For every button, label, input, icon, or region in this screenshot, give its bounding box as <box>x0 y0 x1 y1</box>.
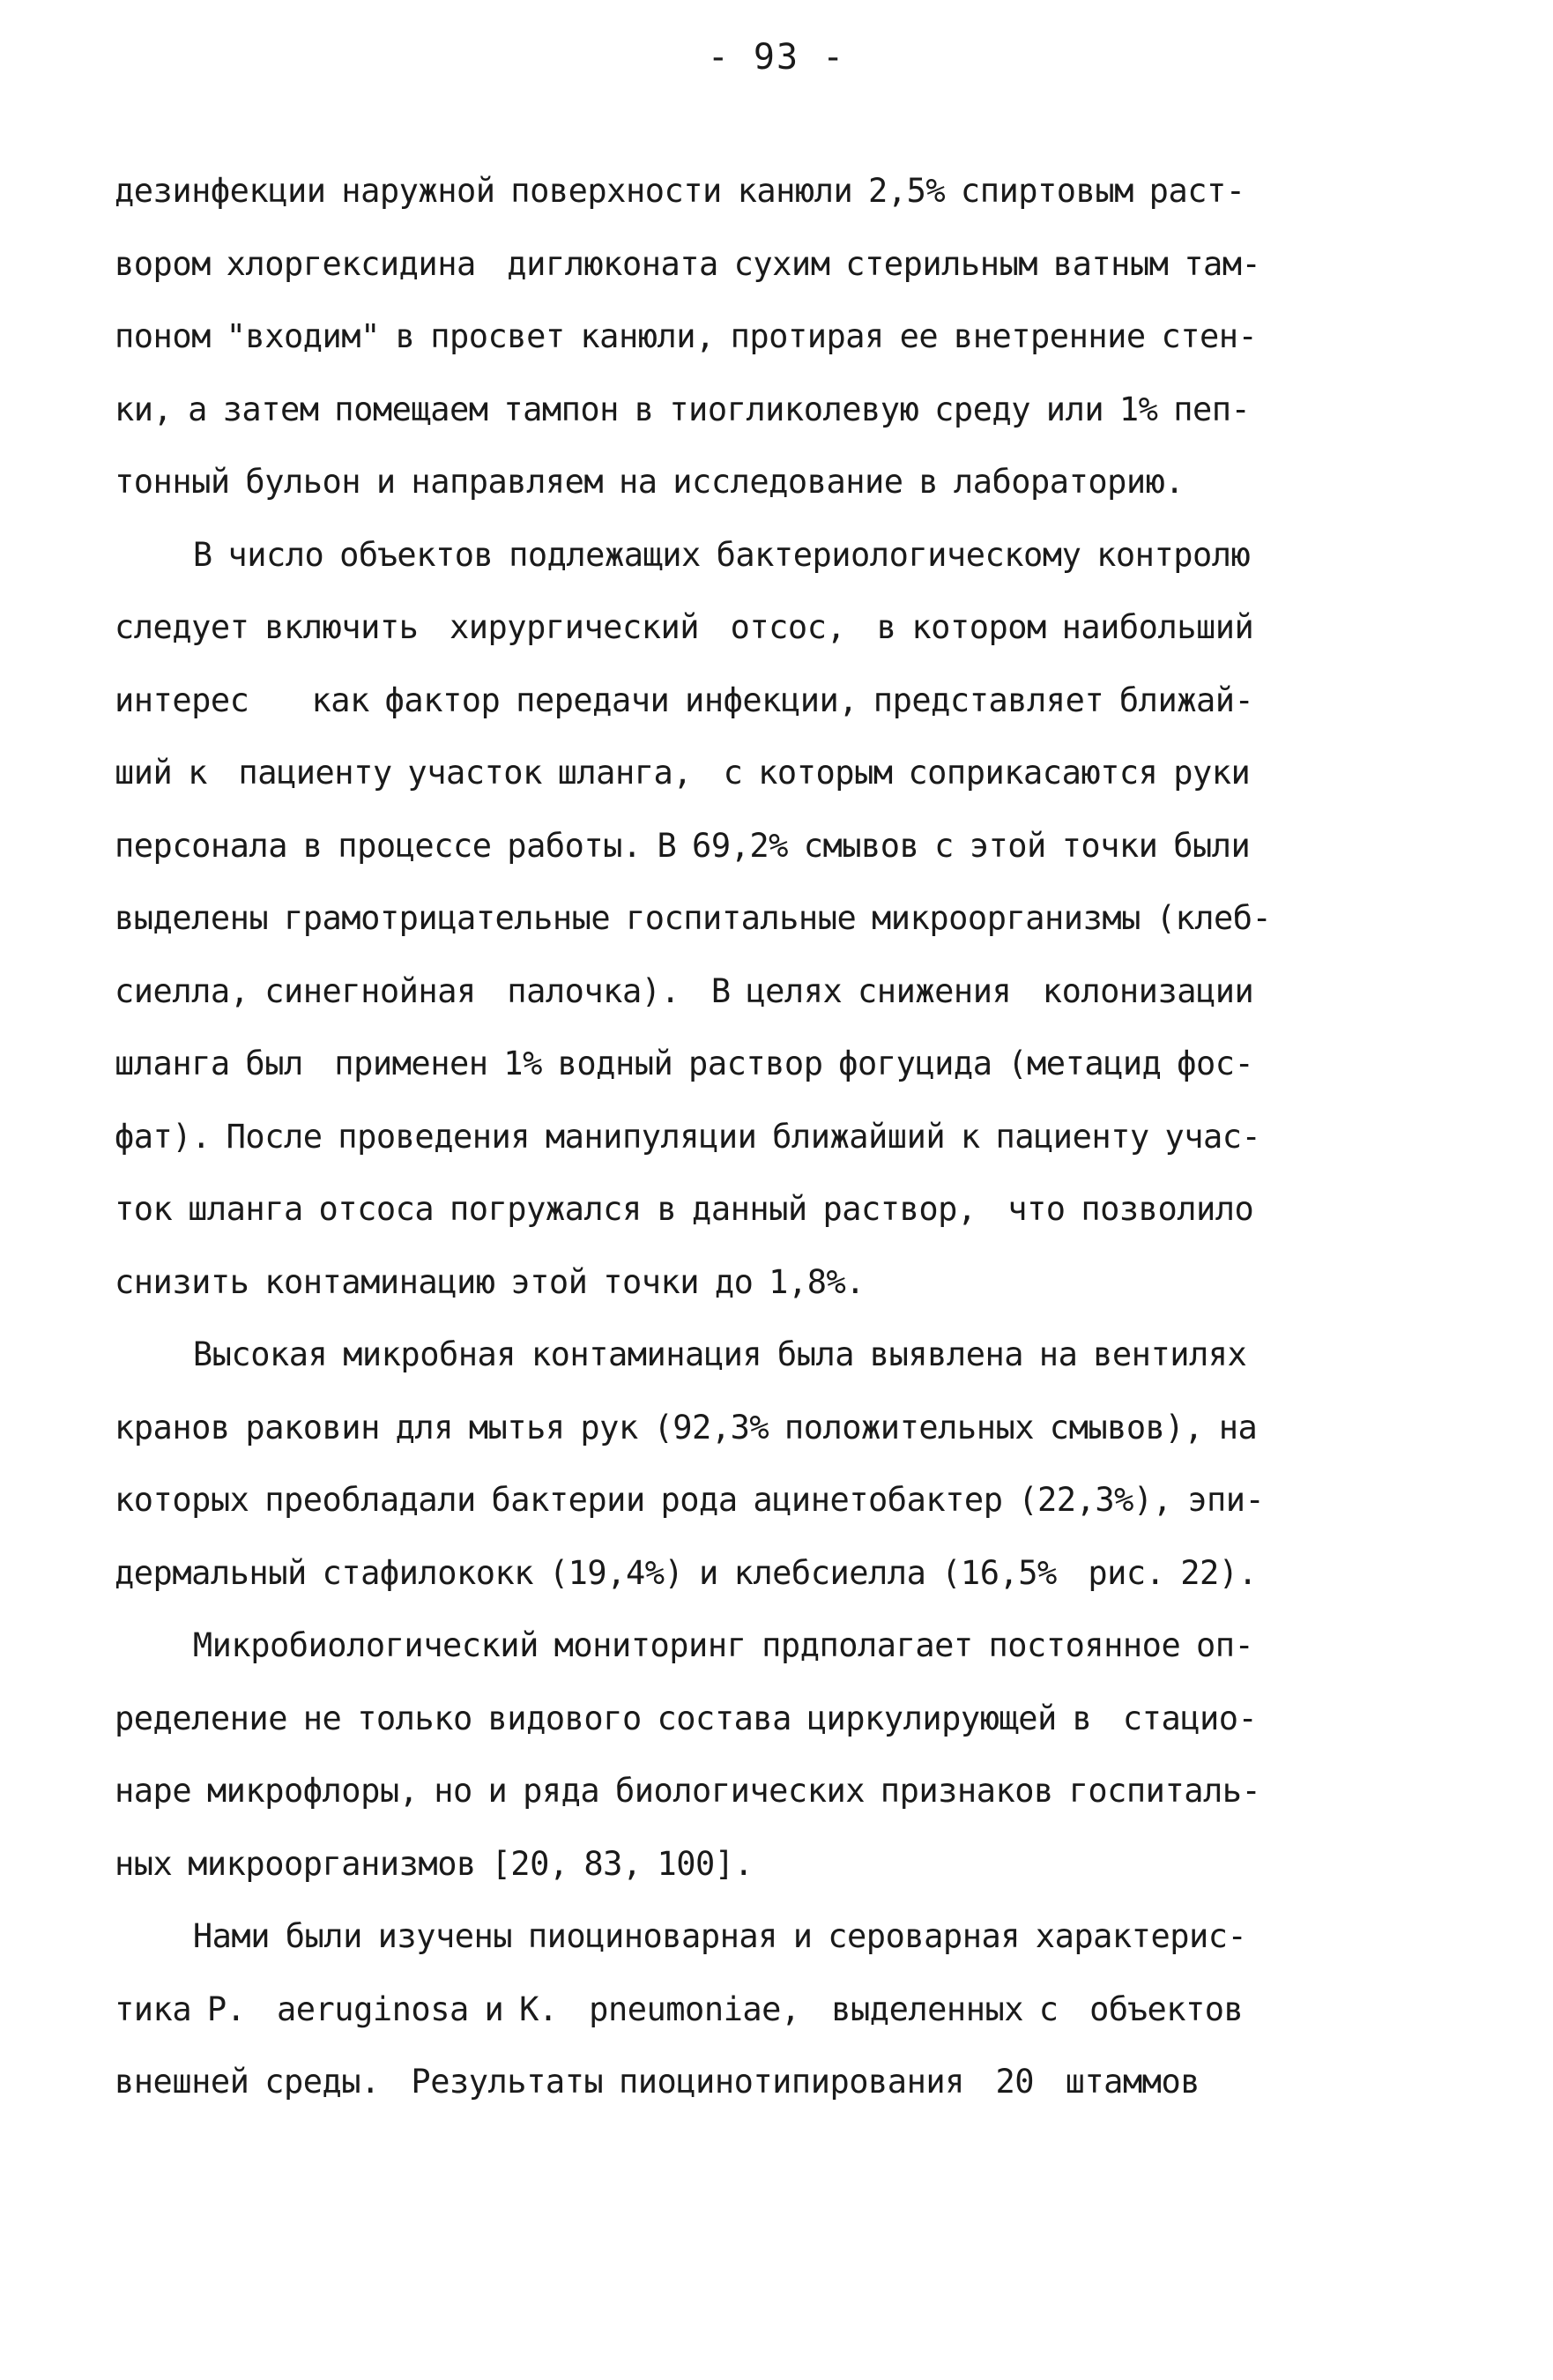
text-line: Высокая микробная контаминация была выявлена на вентилях <box>115 1335 1247 1373</box>
text-line: дермальный стафилококк (19,4%) и клебсиелла (16,5% рис. 22). <box>115 1553 1258 1592</box>
text-line: дезинфекции наружной поверхности канюли 2,5% спиртовым раст- <box>115 172 1245 210</box>
text-line: Нами были изучены пиоциноварная и сероварная характерис- <box>115 1917 1247 1955</box>
text-line: кранов раковин для мытья рук (92,3% положительных смывов), на <box>115 1408 1258 1447</box>
text-line: ных микроорганизмов [20, 83, 100]. <box>115 1844 754 1883</box>
paragraph <box>115 1610 1437 1900</box>
paragraph <box>115 1319 1437 1610</box>
text-line: тика P. aeruginosa и K. pneumoniae, выделенных с объектов <box>115 1990 1244 2028</box>
text-line: внешней среды. Результаты пиоцинотипирования 20 штаммов <box>115 2063 1200 2101</box>
text-line: персонала в процессе работы. В 69,2% смывов с этой точки были <box>115 826 1251 865</box>
page-number: - 93 - <box>707 37 846 78</box>
text-line: В число объектов подлежащих бактериологическому контролю <box>115 535 1251 574</box>
text-line: которых преобладали бактерии рода ацинетобактер (22,3%), эпи- <box>115 1481 1265 1519</box>
text-line: ток шланга отсоса погружался в данный раствор, что позволило <box>115 1190 1254 1228</box>
text-line: следует включить хирургический отсос, в котором наибольший <box>115 608 1254 646</box>
paragraph <box>115 1900 1437 2119</box>
text-line: интерес как фактор передачи инфекции, представляет ближай- <box>115 681 1254 719</box>
text-line: ки, а затем помещаем тампон в тиогликолевую среду или 1% пеп- <box>115 390 1251 428</box>
document-body <box>115 155 1437 2119</box>
text-line: вором хлоргексидина диглюконата сухим стерильным ватным там- <box>115 244 1261 283</box>
text-line: выделены грамотрицательные госпитальные микроорганизмы (клеб- <box>115 899 1272 937</box>
text-line: поном "входим" в просвет канюли, протирая ее внетренние стен- <box>115 317 1258 355</box>
text-line: снизить контаминацию этой точки до 1,8%. <box>115 1262 866 1301</box>
text-line: ший к пациенту участок шланга, с которым соприкасаются руки <box>115 754 1251 792</box>
paragraph <box>115 155 1437 519</box>
text-line: Микробиологический мониторинг прдполагает постоянное оп- <box>115 1626 1254 1664</box>
text-line: тонный бульон и направляем на исследование в лабораторию. <box>115 463 1185 501</box>
text-line: наре микрофлоры, но и ряда биологических признаков госпиталь- <box>115 1772 1261 1810</box>
text-line: ределение не только видового состава циркулирующей в стацио- <box>115 1699 1258 1737</box>
paragraph <box>115 519 1437 1320</box>
text-line: шланга был применен 1% водный раствор фогуцида (метацид фос- <box>115 1045 1254 1082</box>
text-line: сиелла, синегнойная палочка). В целях снижения колонизации <box>115 971 1254 1010</box>
text-line: фат). После проведения манипуляции ближайший к пациенту учас- <box>115 1117 1261 1156</box>
